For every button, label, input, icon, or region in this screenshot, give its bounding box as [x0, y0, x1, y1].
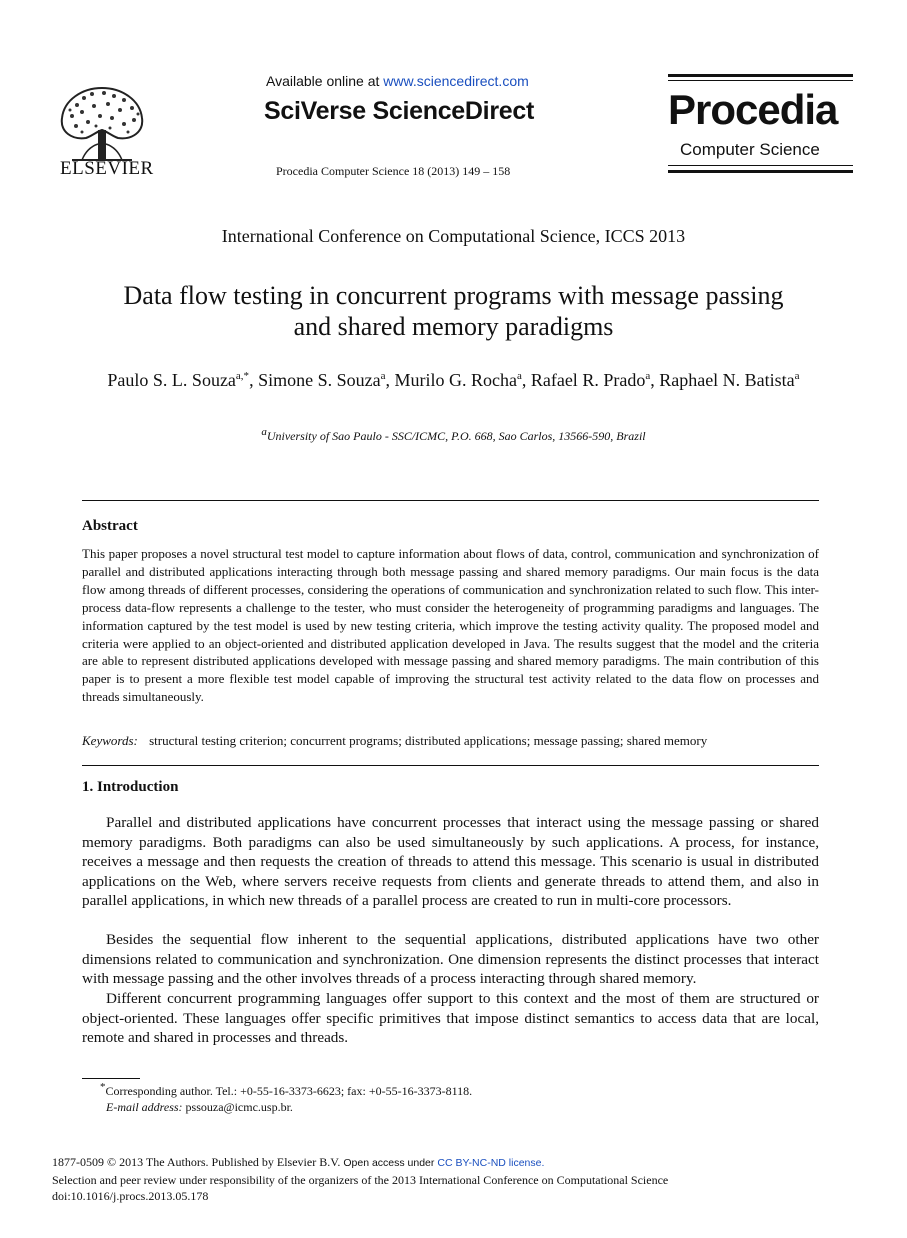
- procedia-logo: [668, 74, 853, 176]
- affiliation: $^a$University of Sao Paulo - SSC/ICMC, P.O. 668, Sao Carlos, 13566-590, Brazil: [261, 426, 646, 443]
- abstract-body: This paper proposes a novel structural test model to capture information about flows of data, control, communication and synchronization of parallel and distributed applications interacting through both message passing and shared memory paradigms. Our main focus is the data flow among threads of different processes, considering the operations of communication and synchronization related to such flow. This inter-process data-flow represents a challenge to the tester, who must consider the heterogeneity of programming paradigms and languages. The information captured by the test model is used by new testing criteria, which improve the testing activity quality. The proposed model and criteria were applied to an object-oriented and distributed application developed in Java. The results suggest that the model and the criteria are able to represent distributed applications developed with message passing and shared memory paradigms. The main contribution of this paper is to present a more flexible test model capable of improving the structural test activity related to the data flow on processes and threads simultaneously.: [82, 546, 819, 705]
- email-footnote: [106, 1100, 293, 1115]
- paper-title-line: Data flow testing in concurrent programs with message passing: [123, 281, 784, 310]
- section-divider: [82, 500, 819, 501]
- author: Murilo G. Rocha$^a$: [394, 370, 522, 390]
- email-label: E-mail address:: [106, 1100, 183, 1114]
- publication-footer: [52, 1154, 668, 1205]
- peer-review-line: Selection and peer review under responsibility of the organizers of the 2013 International Conference on Computational Science: [52, 1172, 669, 1187]
- paper-title: [60, 280, 847, 342]
- abstract-heading: Abstract: [82, 518, 138, 534]
- logo-rule: [668, 170, 853, 173]
- section-divider: [82, 765, 819, 766]
- corresponding-author-footnote: *Corresponding author. Tel.: +0-55-16-3373-6623; fax: +0-55-16-3373-8118.: [100, 1081, 473, 1098]
- body-paragraph: Parallel and distributed applications have concurrent processes that interact using the message passing or shared memory paradigms. Both paradigms can also be used simultaneously by such applications. A process, for instance, receives a message and then requests the creation of threads to attend this message. This scenario is usual in distributed applications on the Web, where servers receive requests from clients and generate threads to attend them, and also in parallel applications, in which new threads of a parallel process are created to run in multi-core processors.: [82, 814, 819, 909]
- logo-rule: [668, 74, 853, 77]
- procedia-logo-subtitle: Computer Science: [680, 140, 820, 159]
- section-heading-introduction: 1. Introduction: [82, 779, 179, 795]
- available-online: [266, 73, 529, 89]
- sciencedirect-link[interactable]: www.sciencedirect.com: [383, 73, 529, 89]
- author-list: Paulo S. L. Souza$^{a,*}$, Simone S. Souza$^a$, Murilo G. Rocha$^a$, Rafael R. Prado$^a$, Raphael N. Batista$^a$: [107, 370, 800, 390]
- doi[interactable]: doi:10.1016/j.procs.2013.05.178: [52, 1189, 209, 1203]
- keywords-label: Keywords:: [82, 733, 138, 748]
- keywords: [82, 733, 819, 749]
- logo-rule: [668, 80, 853, 81]
- author: Rafael R. Prado$^a$: [530, 370, 651, 390]
- platform-name: SciVerse ScienceDirect: [264, 97, 534, 125]
- copyright-line: 1877-0509 © 2013 The Authors. Published by Elsevier B.V. Open access under CC BY-NC-ND license.: [52, 1155, 545, 1169]
- author: Simone S. Souza$^a$: [258, 370, 386, 390]
- journal-reference: Procedia Computer Science 18 (2013) 149 – 158: [276, 164, 511, 178]
- publisher-name: ELSEVIER: [60, 158, 154, 179]
- available-online-prefix: Available online at: [266, 73, 380, 89]
- email-address[interactable]: pssouza@icmc.usp.br.: [185, 1100, 293, 1114]
- license-link[interactable]: CC BY-NC-ND license.: [437, 1157, 545, 1169]
- open-access-label: Open access under: [343, 1157, 435, 1169]
- paper-title-line: and shared memory paradigms: [293, 312, 614, 341]
- author: Raphael N. Batista$^a$: [659, 370, 800, 390]
- body-paragraph: Different concurrent programming languages offer support to this context and the most of them are structured or object-oriented. These languages offer specific primitives that impose distinct semantics to access data that are local, remote and shared in processes and threads.: [82, 990, 819, 1046]
- procedia-logo-title: Procedia: [668, 86, 838, 133]
- keywords-text: structural testing criterion; concurrent programs; distributed applications; message passing; shared memory: [149, 733, 708, 748]
- conference-name: International Conference on Computational Science, ICCS 2013: [221, 226, 686, 246]
- footnote-rule: [82, 1078, 140, 1079]
- logo-rule: [668, 165, 853, 166]
- body-paragraph: Besides the sequential flow inherent to the sequential applications, distributed applications have two other dimensions related to communication and synchronization. One dimension represents the distinct processes that interact with message passing and the other involves threads of a process interacting through shared memory.: [82, 931, 819, 987]
- author: Paulo S. L. Souza$^{a,*}$: [107, 370, 250, 390]
